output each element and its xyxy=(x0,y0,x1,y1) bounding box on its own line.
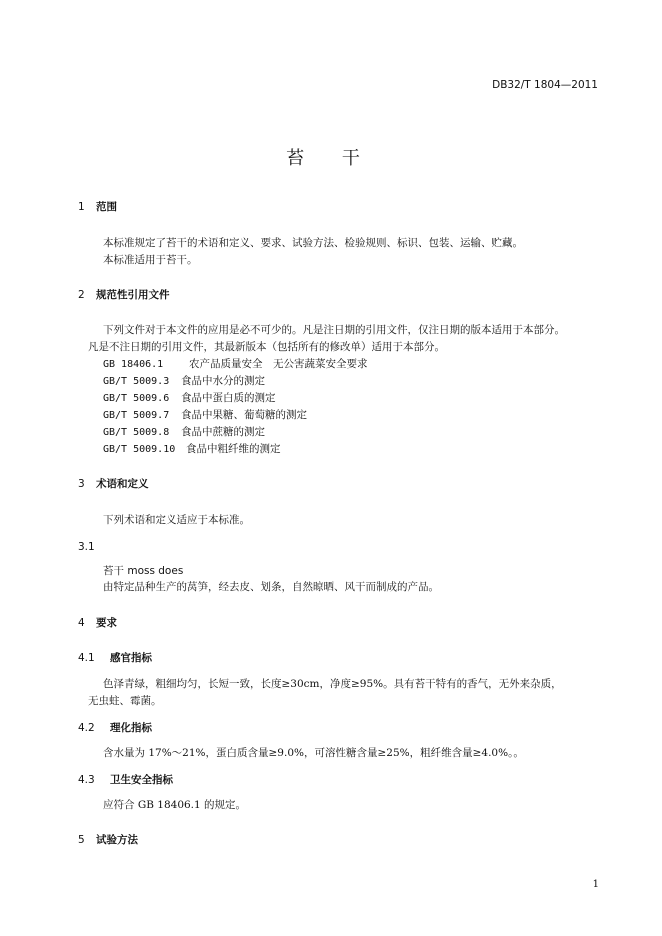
section-2-heading xyxy=(78,287,170,302)
section-3-heading xyxy=(78,476,149,491)
section-number: 1 xyxy=(78,201,85,213)
subsection-3-1-heading xyxy=(78,541,95,553)
section-1-para-2: 本标准适用于苔干。 xyxy=(103,254,198,266)
subsection-4-2-text: 含水量为 17%～21%，蛋白质含量≥9.0%，可溶性糖含量≥25%，粗纤维含量≥4.0%。。 xyxy=(103,747,524,759)
section-3-para-1: 下列术语和定义适应于本标准。 xyxy=(103,514,250,526)
section-title: 范围 xyxy=(96,201,117,213)
reference-title: 食品中果糖、葡萄糖的测定 xyxy=(181,409,307,421)
section-title: 要求 xyxy=(96,617,117,629)
subsection-number: 4.1 xyxy=(78,652,95,664)
subsection-title: 感官指标 xyxy=(110,652,152,664)
section-1-para-1: 本标准规定了苔干的术语和定义、要求、试验方法、检验规则、标识、包装、运输、贮藏。 xyxy=(103,237,523,249)
reference-item xyxy=(103,424,265,439)
section-2-para-line-1: 下列文件对于本文件的应用是必不可少的。凡是注日期的引用文件，仅注日期的版本适用于本部分。 xyxy=(103,324,565,336)
subsection-number: 4.2 xyxy=(78,722,95,734)
subsection-4-3-text: 应符合 GB 18406.1 的规定。 xyxy=(103,799,247,811)
reference-item xyxy=(103,373,265,388)
reference-item xyxy=(103,356,368,371)
document-number: DB32/T 1804—2011 xyxy=(492,79,598,91)
reference-title: 农产品质量安全 无公害蔬菜安全要求 xyxy=(189,358,368,370)
reference-code: GB/T 5009.8 xyxy=(103,427,170,438)
reference-item xyxy=(103,390,276,405)
section-title: 试验方法 xyxy=(96,834,138,846)
section-1-heading xyxy=(78,199,117,214)
reference-title: 食品中水分的测定 xyxy=(181,375,265,387)
reference-title: 食品中蔗糖的测定 xyxy=(181,426,265,438)
subsection-4-2-heading xyxy=(78,720,152,735)
reference-code: GB 18406.1 xyxy=(103,359,164,370)
reference-code: GB/T 5009.10 xyxy=(103,444,176,455)
subsection-title: 理化指标 xyxy=(110,722,152,734)
section-number: 5 xyxy=(78,834,85,846)
subsection-4-3-heading xyxy=(78,772,173,787)
term-definition: 由特定品种生产的莴笋，经去皮、划条，自然晾晒、风干而制成的产品。 xyxy=(103,581,439,593)
term-name: 苔干 moss does xyxy=(103,565,184,577)
section-title: 术语和定义 xyxy=(96,478,149,490)
document-title: 苔 干 xyxy=(286,148,376,169)
subsection-4-1-line-2: 无虫蛀、霉菌。 xyxy=(88,695,162,707)
page-number: 1 xyxy=(592,879,599,890)
subsection-number: 4.3 xyxy=(78,774,95,786)
reference-code: GB/T 5009.3 xyxy=(103,376,170,387)
subsection-number: 3.1 xyxy=(78,541,95,553)
section-4-heading xyxy=(78,615,117,630)
reference-title: 食品中粗纤维的测定 xyxy=(186,443,281,455)
section-5-heading xyxy=(78,832,138,847)
section-number: 3 xyxy=(78,478,85,490)
reference-title: 食品中蛋白质的测定 xyxy=(181,392,276,404)
subsection-4-1-line-1: 色泽青绿，粗细均匀，长短一致，长度≥30cm，净度≥95%。具有苔干特有的香气，无外来杂质， xyxy=(103,678,562,690)
subsection-4-1-heading xyxy=(78,650,152,665)
reference-item xyxy=(103,407,307,422)
reference-item xyxy=(103,441,281,456)
reference-code: GB/T 5009.7 xyxy=(103,410,170,421)
reference-code: GB/T 5009.6 xyxy=(103,393,170,404)
section-number: 2 xyxy=(78,289,85,301)
section-2-para-line-2: 凡是不注日期的引用文件，其最新版本（包括所有的修改单）适用于本部分。 xyxy=(88,341,445,353)
section-title: 规范性引用文件 xyxy=(96,289,170,301)
section-number: 4 xyxy=(78,617,85,629)
subsection-title: 卫生安全指标 xyxy=(110,774,173,786)
